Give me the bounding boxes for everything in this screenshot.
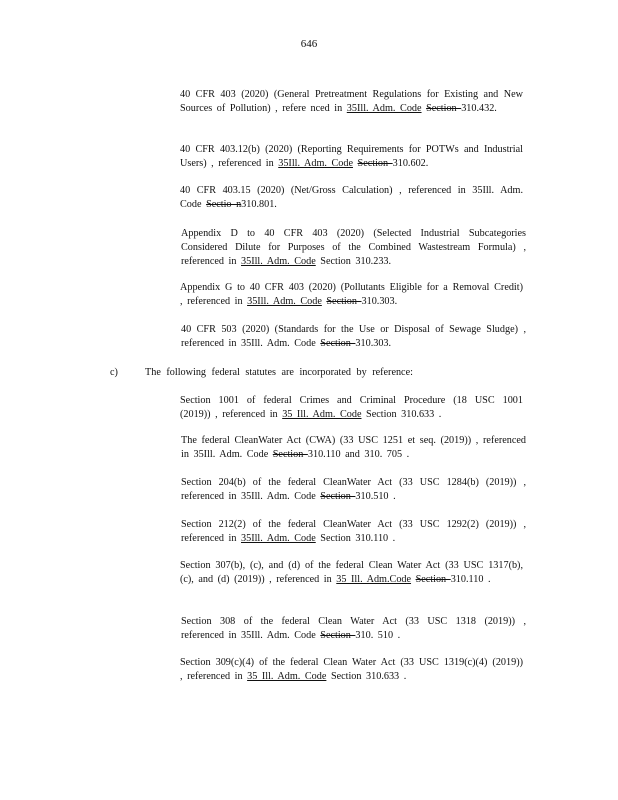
entry-text: Section 212(2) of the federal CleanWater Act (33 USC 1292(2) (2019)) , referenced in <box>181 519 526 544</box>
entry-text: 40 CFR 403 (2020) (General Pretreatment Regulations for Existing and New Sources of Pollution) , refere nced in <box>180 89 523 114</box>
statute-entry <box>181 615 526 643</box>
page-number: 646 <box>300 38 318 50</box>
statute-entry <box>181 476 526 504</box>
list-item-label: c) <box>110 367 118 378</box>
entry-text: Appendix G to 40 CFR 403 (2020) (Pollutants Eligible for a Removal Credit) , referenced in <box>180 282 523 307</box>
entry-text: The federal CleanWater Act (CWA) (33 USC 1251 et seq. (2019)) , referenced in 35Ill. Adm. Code <box>181 435 526 460</box>
struck-deletion: Section <box>357 158 393 169</box>
entry-text-continued: Section 310.233. <box>315 256 392 267</box>
entry-citation: 310.303. <box>361 296 398 307</box>
cfr-entry <box>180 88 523 116</box>
statute-entry <box>180 394 523 422</box>
cfr-entry <box>180 184 523 212</box>
underlined-insertion: 35Ill. Adm. Code <box>241 533 316 544</box>
entry-text-continued: Section 310.110 . <box>315 533 396 544</box>
underlined-insertion: 35Ill. Adm. Code <box>278 158 353 169</box>
cfr-entry <box>180 143 523 171</box>
entry-text: 40 CFR 403.12(b) (2020) (Reporting Requirements for POTWs and Industrial Users) , referenced in <box>180 144 523 169</box>
underlined-insertion: 35Ill. Adm. Code <box>346 103 422 114</box>
struck-deletion: Section <box>320 491 356 502</box>
entry-text: Section 308 of the federal Clean Water Act (33 USC 1318 (2019)) , referenced in 35Ill. Adm. Code <box>181 616 526 641</box>
entry-text: Section 307(b), (c), and (d) of the federal Clean Water Act (33 USC 1317(b), (c), and (d) (2019)) , referenced in <box>180 560 523 585</box>
underlined-insertion: 35 Ill. Adm. Code <box>247 671 327 682</box>
entry-text: Section 204(b) of the federal CleanWater Act (33 USC 1284(b) (2019)) , referenced in 35Ill. Adm. Code <box>181 477 526 502</box>
entry-text: 40 CFR 503 (2020) (Standards for the Use or Disposal of Sewage Sludge) , referenced in 35Ill. Adm. Code <box>181 324 526 349</box>
struck-deletion: Section <box>320 630 356 641</box>
struck-deletion: Section <box>272 449 308 460</box>
struck-deletion: Sectio n <box>206 199 242 210</box>
entry-citation: 310.801. <box>241 199 277 210</box>
statute-entry <box>180 559 523 587</box>
statute-entry <box>181 434 526 462</box>
underlined-insertion: 35Ill. Adm. Code <box>241 256 316 267</box>
entry-text-continued: Section 310.633 . <box>326 671 407 682</box>
struck-deletion: Section <box>426 103 462 114</box>
entry-citation: 310.602. <box>392 158 429 169</box>
entry-text: Section 1001 of federal Crimes and Criminal Procedure (18 USC 1001 (2019)) , referenced in <box>180 395 523 420</box>
entry-text: Appendix D to 40 CFR 403 (2020) (Selected Industrial Subcategories Considered Dilute for Purposes of the Combined Wastestream Formula) , referenced in <box>181 228 526 267</box>
entry-text: Section 309(c)(4) of the federal Clean Water Act (33 USC 1319(c)(4) (2019)) , referenced in <box>180 657 523 682</box>
underlined-insertion: 35 Ill. Adm. Code <box>282 409 362 420</box>
entry-text-continued: Section 310.633 . <box>361 409 442 420</box>
cfr-entry <box>181 227 526 269</box>
entry-citation: 310.510 . <box>355 491 396 502</box>
struck-deletion: Section <box>326 296 362 307</box>
struck-deletion: Section <box>415 574 451 585</box>
underlined-insertion: 35 Ill. Adm.Code <box>336 574 412 585</box>
statute-entry <box>180 656 523 684</box>
entry-citation: 310.110 . <box>450 574 491 585</box>
entry-citation: 310.303. <box>355 338 392 349</box>
statute-entry <box>181 518 526 546</box>
underlined-insertion: 35Ill. Adm. Code <box>247 296 322 307</box>
struck-deletion: Section <box>320 338 356 349</box>
list-item-intro: The following federal statutes are incorporated by reference: <box>145 367 413 378</box>
cfr-entry <box>180 281 523 309</box>
entry-text: 40 CFR 403.15 (2020) (Net/Gross Calculation) , referenced in 35Ill. Adm. Code <box>180 185 523 210</box>
entry-citation: 310.110 and 310. 705 . <box>307 449 410 460</box>
entry-citation: 310. 510 . <box>355 630 401 641</box>
entry-citation: 310.432. <box>461 103 497 114</box>
cfr-entry <box>181 323 526 351</box>
